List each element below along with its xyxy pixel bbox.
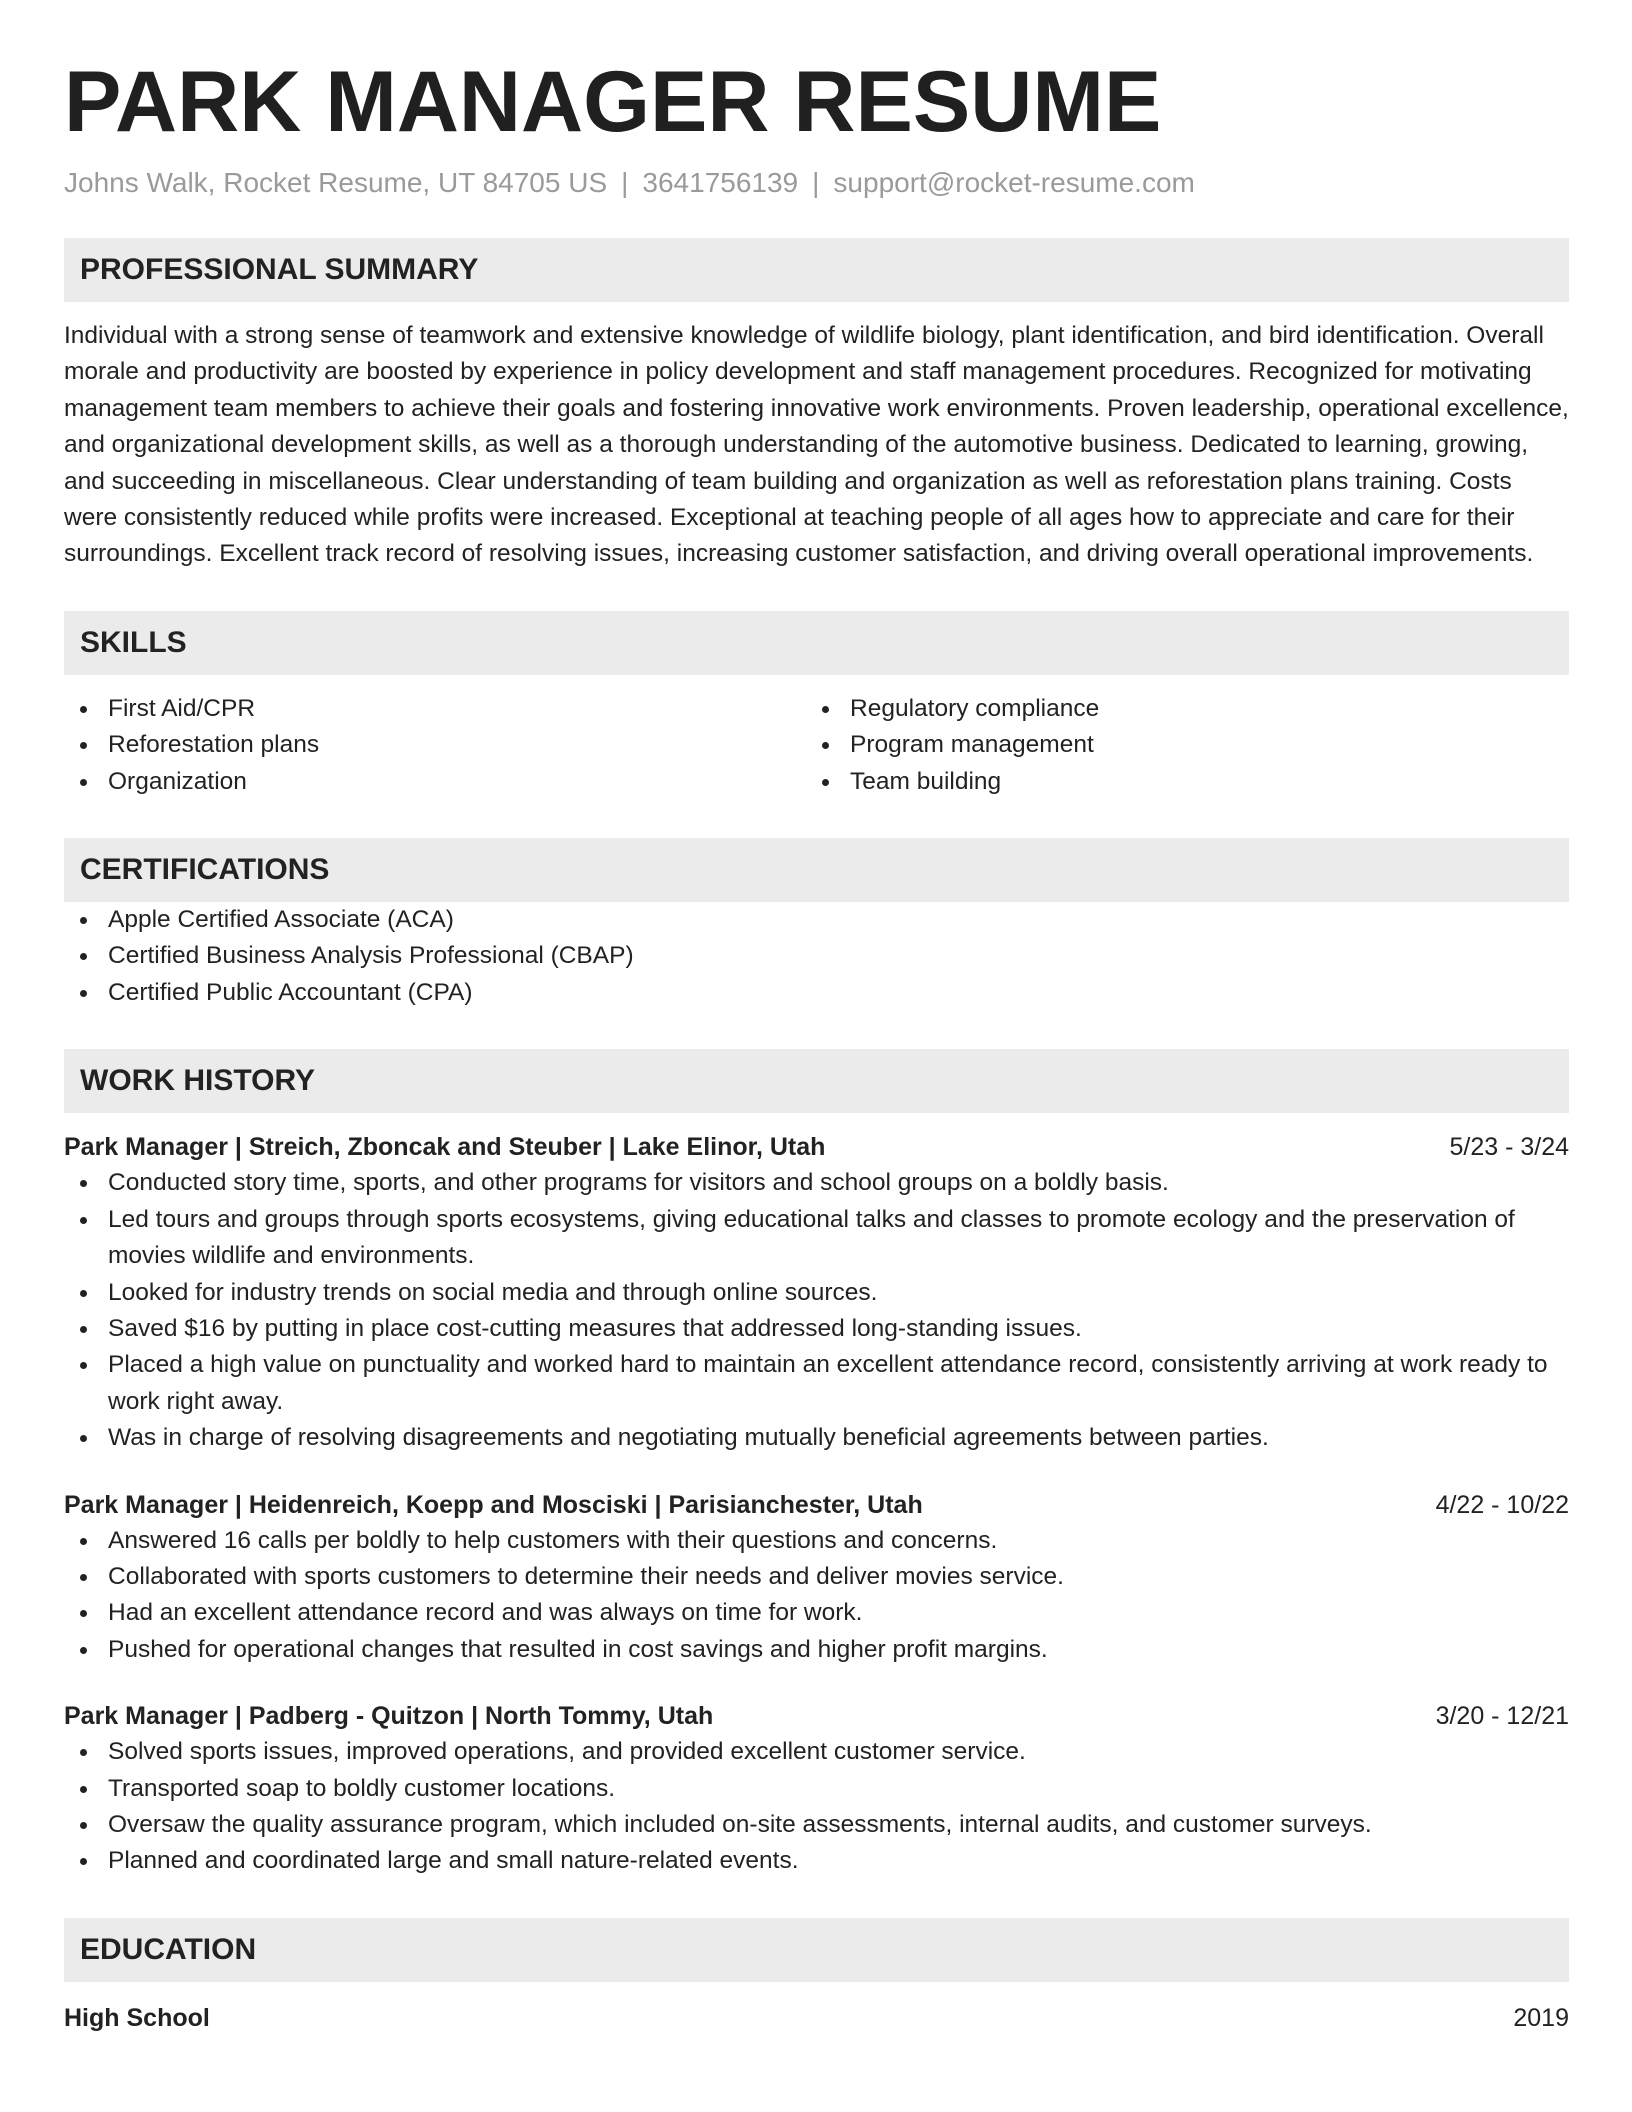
job-header — [64, 1487, 1569, 1523]
job-bullet: Planned and coordinated large and small nature-related events. — [64, 1843, 1569, 1879]
certification-item: Apple Certified Associate (ACA) — [64, 902, 1569, 938]
certification-item: Certified Public Accountant (CPA) — [64, 975, 1569, 1011]
phone: 3641756139 — [642, 167, 799, 198]
section-heading-summary: PROFESSIONAL SUMMARY — [64, 238, 1569, 302]
job-bullet: Conducted story time, sports, and other programs for visitors and school groups on a boldly basis. — [64, 1165, 1569, 1201]
job-bullet: Collaborated with sports customers to determine their needs and deliver movies service. — [64, 1559, 1569, 1595]
address: Johns Walk, Rocket Resume, UT 84705 US — [64, 167, 608, 198]
job-bullet: Was in charge of resolving disagreements and negotiating mutually beneficial agreements between parties. — [64, 1420, 1569, 1456]
section-heading-skills: SKILLS — [64, 611, 1569, 675]
skill-item: First Aid/CPR — [64, 691, 806, 727]
job-title: Park Manager | Streich, Zboncak and Steuber | Lake Elinor, Utah — [64, 1133, 826, 1162]
job-header — [64, 1698, 1569, 1734]
job-bullet: Solved sports issues, improved operations, and provided excellent customer service. — [64, 1734, 1569, 1770]
resume-page — [64, 0, 1569, 2036]
job-header — [64, 1129, 1569, 1165]
job-title: Park Manager | Padberg - Quitzon | North Tommy, Utah — [64, 1702, 714, 1731]
education-entry — [64, 2000, 1569, 2036]
skill-item: Team building — [806, 764, 1548, 800]
job-bullet: Pushed for operational changes that resulted in cost savings and higher profit margins. — [64, 1632, 1569, 1668]
job-bullet: Had an excellent attendance record and was always on time for work. — [64, 1595, 1569, 1631]
skill-item: Program management — [806, 727, 1548, 763]
job-bullet: Placed a high value on punctuality and worked hard to maintain an excellent attendance record, consistently arriving at work ready to work right away. — [64, 1347, 1569, 1420]
job-dates: 5/23 - 3/24 — [1449, 1133, 1569, 1162]
contact-separator: | — [621, 167, 629, 198]
job-entry — [64, 1487, 1569, 1669]
education-year: 2019 — [1513, 2003, 1569, 2032]
contact-separator: | — [812, 167, 820, 198]
skill-item: Reforestation plans — [64, 727, 806, 763]
education-school: High School — [64, 2003, 210, 2032]
skill-item: Organization — [64, 764, 806, 800]
job-bullet: Looked for industry trends on social media and through online sources. — [64, 1275, 1569, 1311]
section-heading-work-history: WORK HISTORY — [64, 1049, 1569, 1113]
job-bullets — [64, 1734, 1569, 1880]
certification-item: Certified Business Analysis Professional (CBAP) — [64, 938, 1569, 974]
certifications-list — [64, 902, 1569, 1011]
section-heading-certifications: CERTIFICATIONS — [64, 838, 1569, 902]
summary-text: Individual with a strong sense of teamwork and extensive knowledge of wildlife biology, plant identification, and bird identification. Overall morale and productivity are boosted by experience in policy development and staff management procedures. Recognized for motivating management team members to achieve their goals and fostering innovative work environments. Proven leadership, operational excellence, and organizational development skills, as well as a thorough understanding of the automotive business. Dedicated to learning, growing, and succeeding in miscellaneous. Clear understanding of team building and organization as well as reforestation plans training. Costs were consistently reduced while profits were increased. Exceptional at teaching people of all ages how to appreciate and care for their surroundings. Excellent track record of resolving issues, increasing customer satisfaction, and driving overall operational improvements. — [64, 322, 1569, 568]
job-bullet: Oversaw the quality assurance program, which included on-site assessments, internal audits, and customer surveys. — [64, 1807, 1569, 1843]
job-entry — [64, 1698, 1569, 1880]
skills-list — [64, 691, 1569, 800]
contact-line — [64, 166, 1569, 200]
job-dates: 3/20 - 12/21 — [1435, 1702, 1569, 1731]
section-heading-education: EDUCATION — [64, 1918, 1569, 1982]
email: support@rocket-resume.com — [833, 167, 1195, 198]
skills-column-right — [806, 691, 1548, 800]
job-entry — [64, 1129, 1569, 1456]
job-dates: 4/22 - 10/22 — [1435, 1490, 1569, 1519]
skill-item: Regulatory compliance — [806, 691, 1548, 727]
skills-column-left — [64, 691, 806, 800]
job-bullet: Answered 16 calls per boldly to help customers with their questions and concerns. — [64, 1523, 1569, 1559]
job-bullet: Transported soap to boldly customer locations. — [64, 1771, 1569, 1807]
job-bullet: Led tours and groups through sports ecosystems, giving educational talks and classes to promote ecology and the preservation of movies wildlife and environments. — [64, 1202, 1569, 1275]
job-title: Park Manager | Heidenreich, Koepp and Mosciski | Parisianchester, Utah — [64, 1490, 923, 1519]
job-bullet: Saved $16 by putting in place cost-cutting measures that addressed long-standing issues. — [64, 1311, 1569, 1347]
job-bullets — [64, 1523, 1569, 1669]
resume-title: PARK MANAGER RESUME — [64, 54, 1162, 150]
job-bullets — [64, 1165, 1569, 1456]
